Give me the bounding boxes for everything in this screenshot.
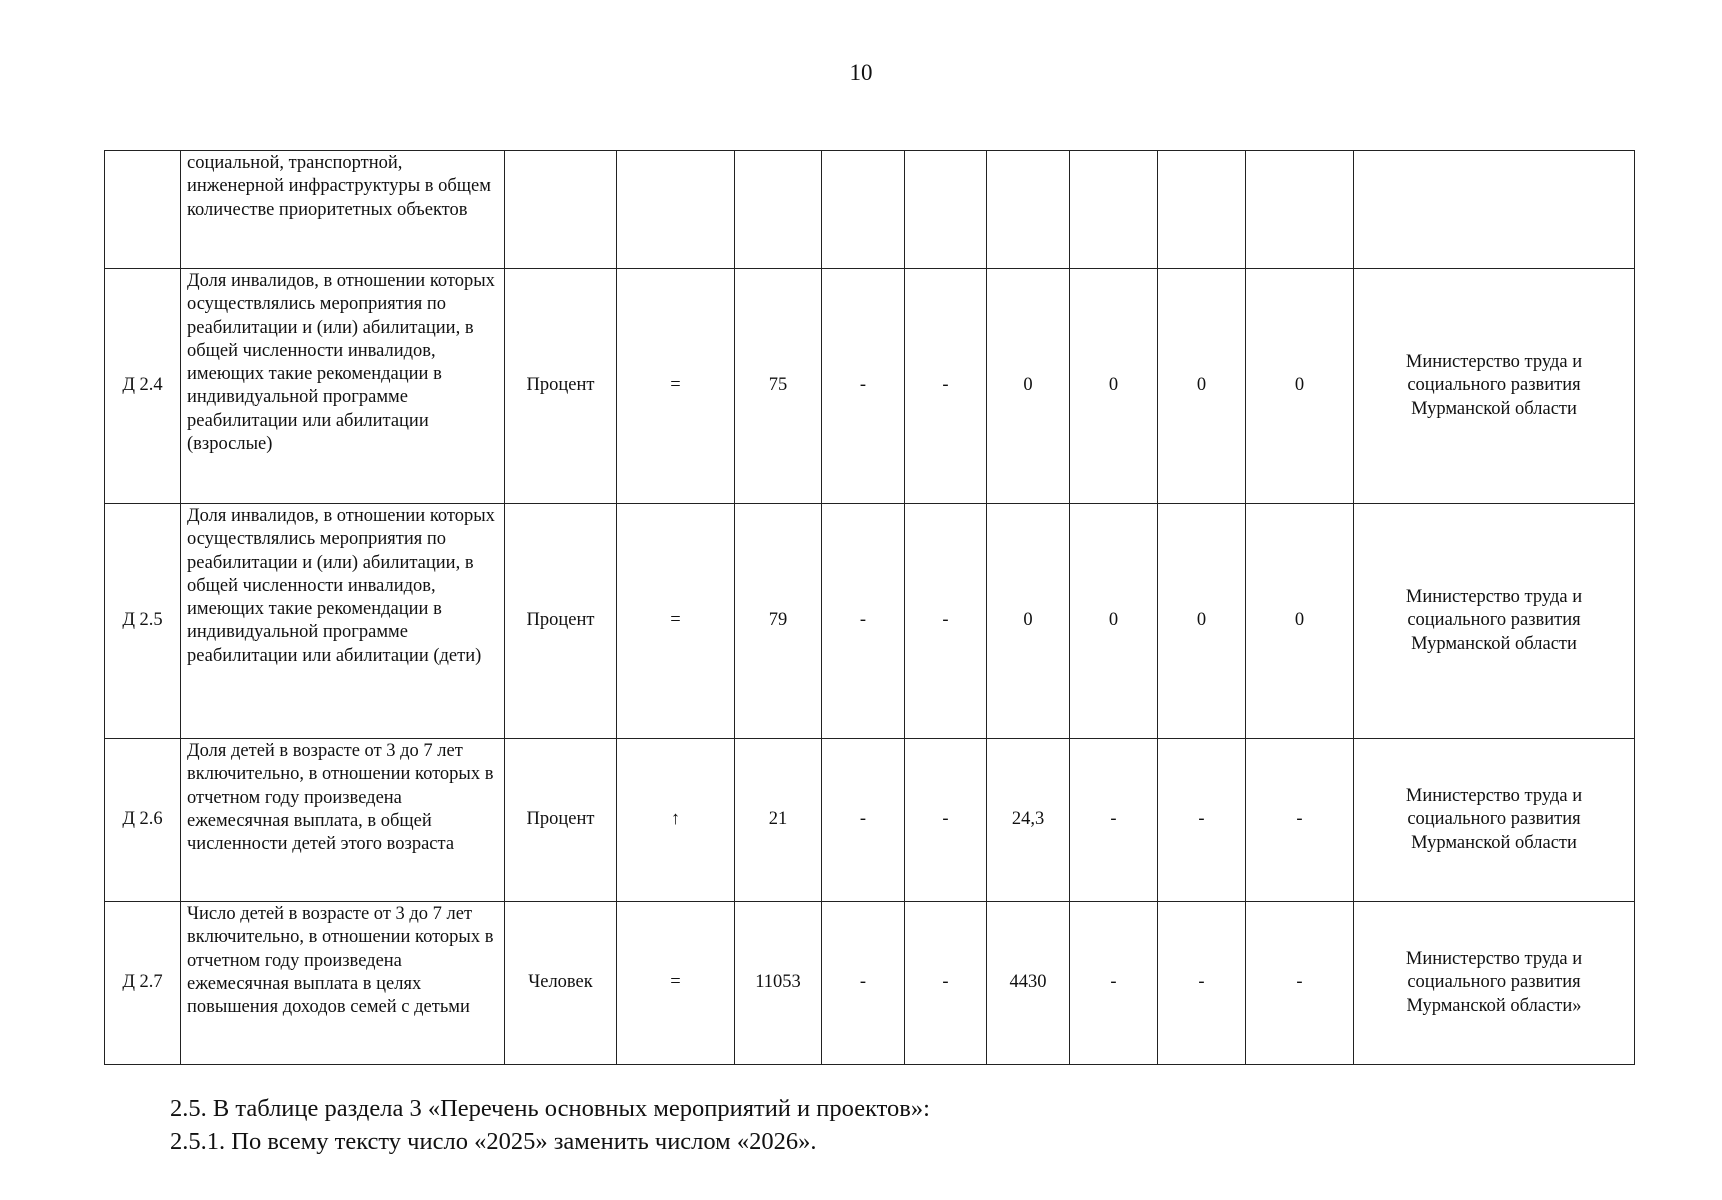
unit-cell: Человек [505,902,617,1065]
value-cell [987,151,1070,269]
value-cell: - [905,739,987,902]
value-cell: - [1158,739,1246,902]
value-cell: 0 [1246,269,1354,504]
dynamics-cell: = [617,902,735,1065]
base-value-cell: 11053 [735,902,822,1065]
indicator-name: Доля инвалидов, в отношении которых осуществлялись мероприятия по реабилитации и (или) абилитации, в общей численности инвалидов, имеющих такие рекомендации в индивидуальной программе реабилитации или абилитации (дети) [181,504,505,739]
value-cell [905,151,987,269]
indicator-code: Д 2.5 [105,504,181,739]
indicator-code: Д 2.4 [105,269,181,504]
value-cell [1246,151,1354,269]
base-value-cell [735,151,822,269]
dynamics-cell: = [617,269,735,504]
table-row [105,902,1635,1065]
amendment-paragraph: 2.5.1. По всему тексту число «2025» заменить числом «2026». [170,1128,817,1155]
value-cell: - [1070,739,1158,902]
value-cell: 0 [1246,504,1354,739]
value-cell: - [905,902,987,1065]
value-cell: 0 [1070,269,1158,504]
value-cell: - [1070,902,1158,1065]
indicators-table [104,150,1635,1065]
table-row [105,151,1635,269]
dynamics-cell: = [617,504,735,739]
table-row [105,739,1635,902]
indicator-name: Доля детей в возрасте от 3 до 7 лет включительно, в отношении которых в отчетном году произведена ежемесячная выплата, в общей численности детей этого возраста [181,739,505,902]
value-cell: - [905,269,987,504]
unit-cell: Процент [505,739,617,902]
value-cell: 4430 [987,902,1070,1065]
amendment-paragraph: 2.5. В таблице раздела 3 «Перечень основных мероприятий и проектов»: [170,1095,930,1122]
responsible-cell: Министерство труда и социального развития Мурманской области» [1354,902,1635,1065]
table-row [105,504,1635,739]
base-value-cell: 75 [735,269,822,504]
responsible-cell: Министерство труда и социального развития Мурманской области [1354,739,1635,902]
unit-cell: Процент [505,269,617,504]
value-cell: - [1246,902,1354,1065]
unit-cell [505,151,617,269]
responsible-cell [1354,151,1635,269]
indicator-name: Доля инвалидов, в отношении которых осуществлялись мероприятия по реабилитации и (или) абилитации, в общей численности инвалидов, имеющих такие рекомендации в индивидуальной программе реабилитации или абилитации (взрослые) [181,269,505,504]
value-cell: - [822,739,905,902]
value-cell: 0 [987,504,1070,739]
responsible-cell: Министерство труда и социального развития Мурманской области [1354,269,1635,504]
value-cell: - [822,504,905,739]
unit-cell: Процент [505,504,617,739]
value-cell: 0 [987,269,1070,504]
value-cell: - [822,902,905,1065]
base-value-cell: 21 [735,739,822,902]
base-value-cell: 79 [735,504,822,739]
value-cell [822,151,905,269]
value-cell: - [1246,739,1354,902]
dynamics-cell: ↑ [617,739,735,902]
value-cell: 0 [1070,504,1158,739]
value-cell: - [822,269,905,504]
indicator-code: Д 2.7 [105,902,181,1065]
dynamics-cell [617,151,735,269]
indicator-code [105,151,181,269]
page-number: 10 [849,60,873,85]
value-cell: 24,3 [987,739,1070,902]
table-row [105,269,1635,504]
value-cell [1158,151,1246,269]
indicator-code: Д 2.6 [105,739,181,902]
indicator-name: социальной, транспортной, инженерной инфраструктуры в общем количестве приоритетных объектов [181,151,505,269]
amendment-text [170,1092,1590,1158]
responsible-cell: Министерство труда и социального развития Мурманской области [1354,504,1635,739]
value-cell: 0 [1158,269,1246,504]
value-cell: - [905,504,987,739]
value-cell: - [1158,902,1246,1065]
indicator-name: Число детей в возрасте от 3 до 7 лет включительно, в отношении которых в отчетном году произведена ежемесячная выплата в целях повышения доходов семей с детьми [181,902,505,1065]
value-cell [1070,151,1158,269]
value-cell: 0 [1158,504,1246,739]
